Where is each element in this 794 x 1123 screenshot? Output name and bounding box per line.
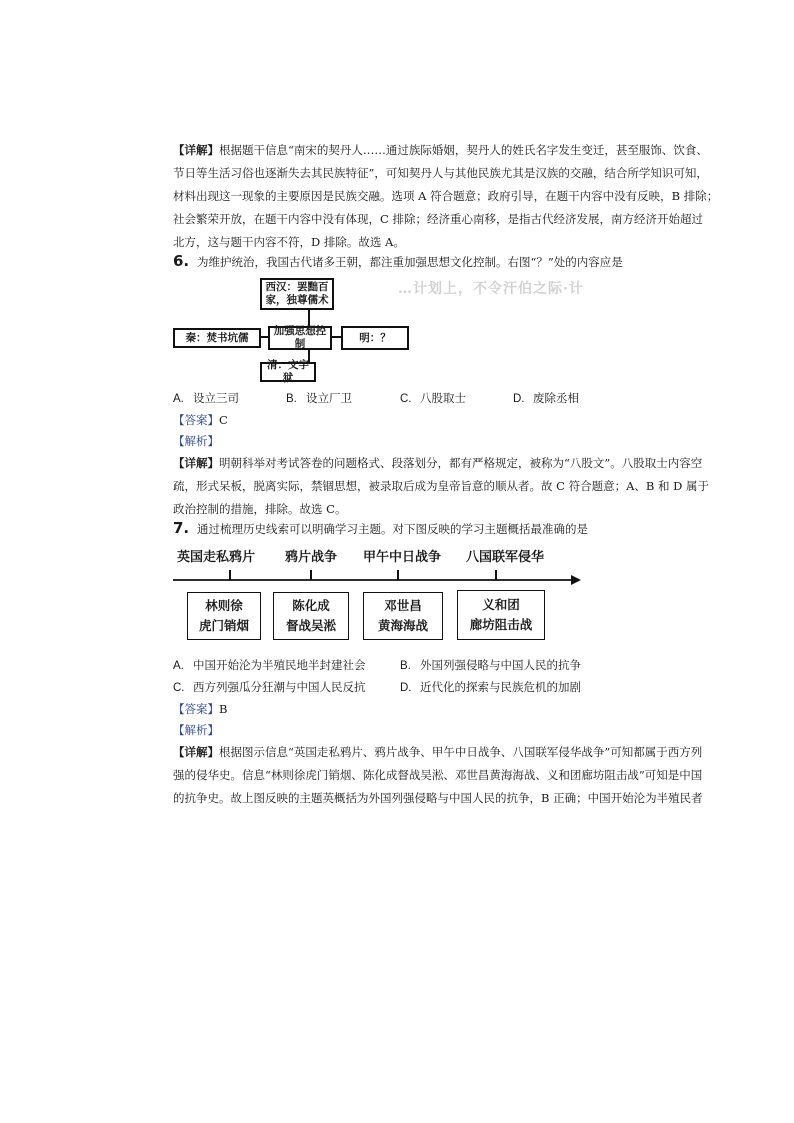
q6-box-top: 西汉：罢黜百家，独尊儒术: [260, 278, 334, 310]
q6-stem: 6. 为维护统治，我国古代诸多王朝，都注重加强思想文化控制。右图“？”处的内容应是: [173, 252, 623, 270]
q7-event-3: 甲午中日战争: [363, 550, 442, 565]
q7-explain-line-2: 强的侵华史。信息“林则徐虎门销烟、陈化成督战吴淞、邓世昌黄海海战、义和团廊坊阻击战”可知是中国: [173, 768, 703, 782]
q5-explain-line-1: 【详解】根据题干信息“南宋的契丹人……通过族际婚姻，契丹人的姓氏名字发生变迁，甚至服饰、饮食、: [173, 143, 708, 157]
q6-option-d[interactable]: D. 废除丞相: [513, 391, 579, 405]
q7-analysis-tag: 【解析】: [173, 723, 219, 737]
q7-answer-value: B: [219, 702, 228, 716]
q6-explain-line-3: 政治控制的措施，排除。故选 C。: [173, 502, 347, 516]
q6-answer-tag: 【答案】: [173, 413, 219, 427]
q7-explain-line-3: 的抗争史。故上图反映的主题英概括为外国列强侵略与中国人民的抗争，B 正确；中国开始沦为半殖民者: [173, 791, 703, 805]
q6-number: 6.: [173, 252, 190, 270]
q5-explain-line-3: 材料出现这一现象的主要原因是民族交融。选项 A 符合题意；政府引导，在题干内容中没有反映，B 排除；: [173, 189, 719, 203]
q6-explain-line-1: 【详解】明朝科举对考试答卷的问题格式、段落划分，都有严格规定，被称为“八股文”。八股取士内容空: [173, 456, 703, 470]
q7-number: 7.: [173, 519, 190, 537]
q7-box-3: 邓世昌 黄海海战: [363, 592, 443, 640]
q7-timeline-axis: [173, 574, 583, 586]
q7-answer-tag: 【答案】: [173, 702, 219, 716]
q7-event-4: 八国联军侵华: [466, 550, 545, 565]
q6-option-c[interactable]: C. 八股取士: [400, 391, 466, 405]
q6-option-a[interactable]: A. 设立三司: [173, 391, 239, 405]
q5-explain-line-2: 节日等生活习俗也逐渐失去其民族特征”，可知契丹人与其他民族尤其是汉族的交融，结合所学知识可知，: [173, 166, 708, 180]
q7-box-4: 义和团 廊坊阻击战: [457, 590, 545, 640]
q6-option-b[interactable]: B. 设立厂卫: [286, 391, 352, 405]
q6-bleed-text: …计划上，不令汗伯之际·计: [398, 281, 584, 297]
q5-explain-line-4: 社会繁荣开放，在题干内容中没有体现，C 排除；经济重心南移，是指古代经济发展，南方经济开始超过: [173, 212, 703, 226]
q6-box-center: 加强思想控制: [268, 326, 332, 350]
q6-analysis-tag: 【解析】: [173, 434, 219, 448]
q7-box-2: 陈化成 督战吴淞: [273, 592, 349, 640]
q7-explain-line-1: 【详解】根据图示信息“英国走私鸦片、鸦片战争、甲午中日战争、八国联军侵华战争”可知都属于西方列: [173, 745, 703, 759]
q6-box-left: 秦：焚书坑儒: [173, 328, 261, 348]
q7-stem: 7. 通过梳理历史线索可以明确学习主题。对下图反映的学习主题概括最准确的是: [173, 519, 588, 537]
q5-explain-line-5: 北方，这与题干内容不符，D 排除。故选 A。: [173, 235, 405, 249]
q7-option-a[interactable]: A. 中国开始沦为半殖民地半封建社会: [173, 658, 366, 672]
q6-answer: [173, 410, 228, 430]
q6-explain-line-2: 疏，形式呆板，脱离实际，禁锢思想，被录取后成为皇帝旨意的顺从者。故 C 符合题意；A、B 和 D 属于: [173, 479, 710, 493]
q7-option-c[interactable]: C. 西方列强瓜分狂潮与中国人民反抗: [173, 680, 366, 694]
q7-timeline: [173, 540, 583, 650]
q7-option-d[interactable]: D. 近代化的探索与民族危机的加剧: [400, 680, 581, 694]
q6-box-right: 明：？: [341, 326, 409, 350]
q6-diagram: [173, 272, 593, 387]
q6-box-bottom: 清：文字狱: [260, 362, 316, 382]
q6-answer-value: C: [219, 413, 228, 427]
q7-box-1: 林则徐 虎门销烟: [187, 592, 261, 640]
q7-event-1: 英国走私鸦片: [177, 550, 256, 565]
q7-answer: [173, 699, 227, 719]
q7-event-2: 鸦片战争: [285, 550, 338, 565]
q5-explain-tag: 【详解】: [173, 143, 219, 157]
q7-option-b[interactable]: B. 外国列强侵略与中国人民的抗争: [400, 658, 581, 672]
